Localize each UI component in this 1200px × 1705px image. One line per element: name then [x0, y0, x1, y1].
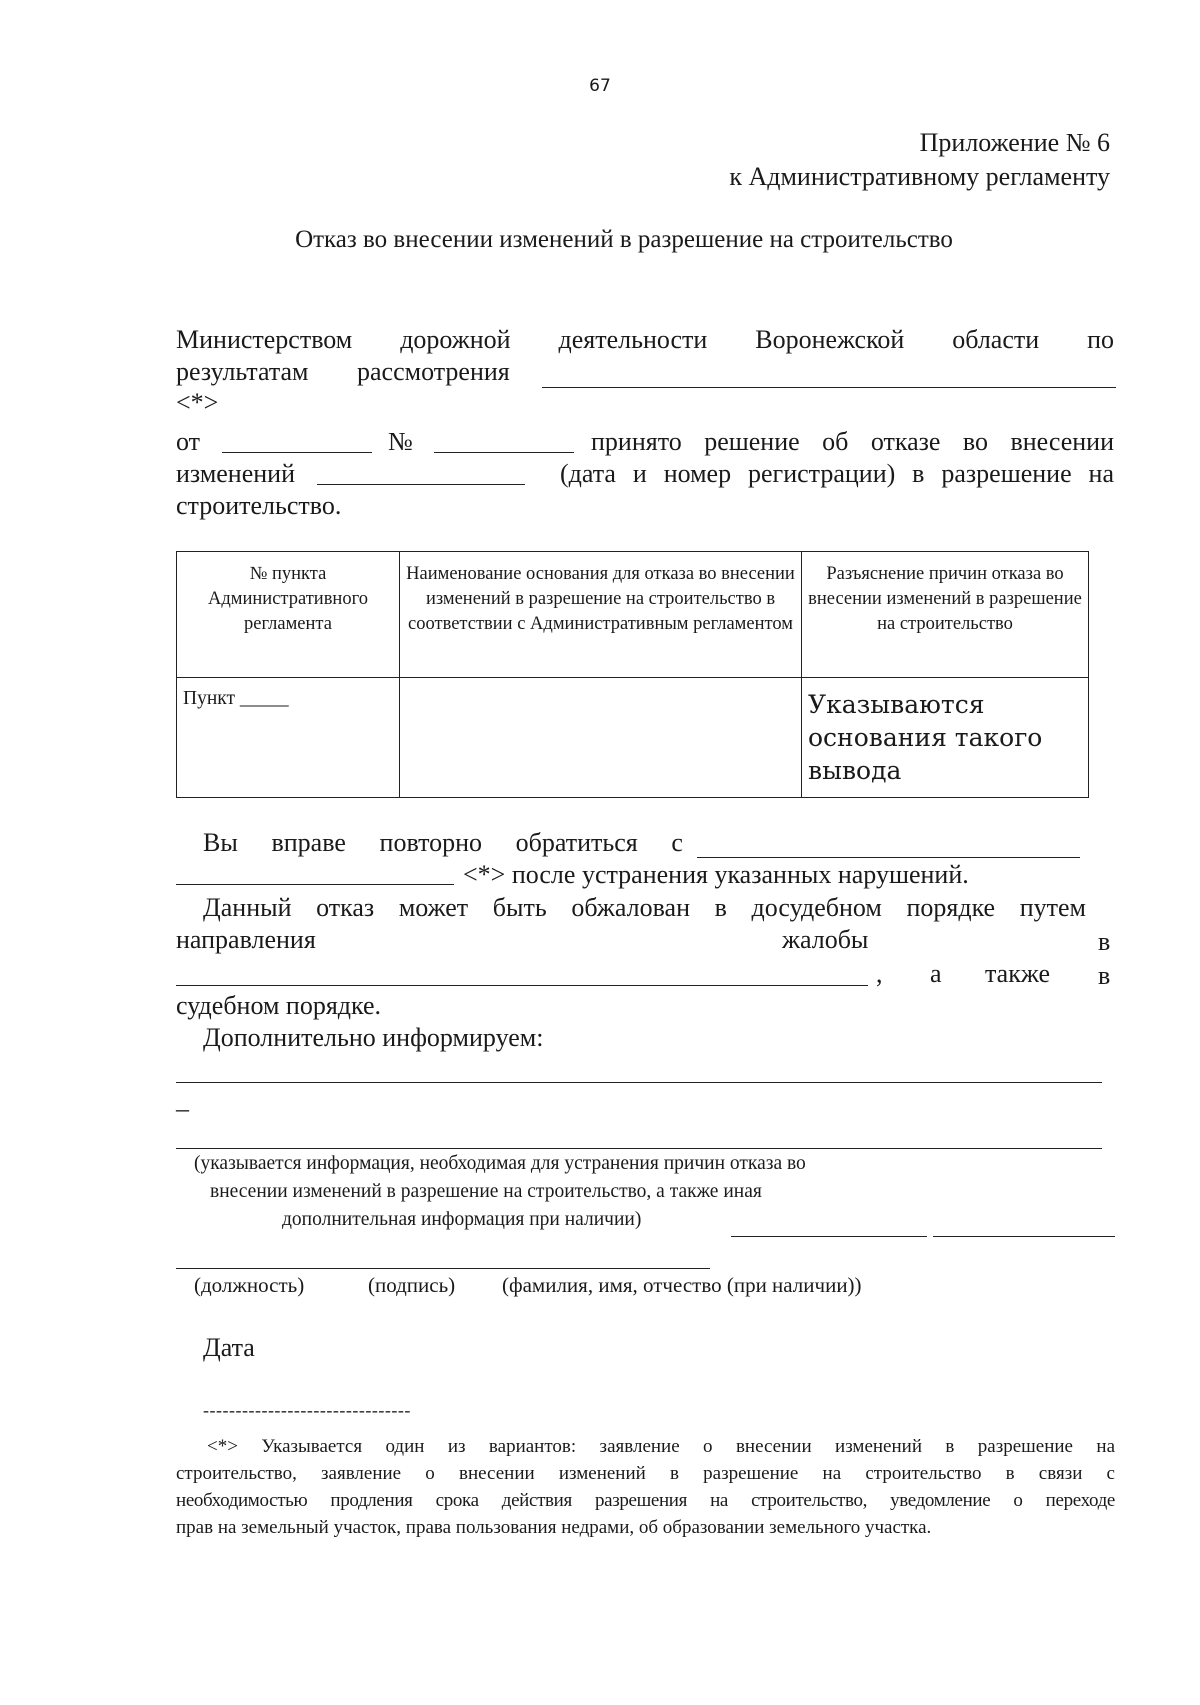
intro-word: дорожной — [400, 325, 511, 354]
additional-blank-2 — [176, 1148, 1102, 1149]
signature-full-name: (фамилия, имя, отчество (при наличии)) — [502, 1273, 862, 1297]
repeat-word: с — [671, 828, 683, 857]
intro-word: Министерством — [176, 325, 353, 354]
intro-word: области — [952, 325, 1040, 354]
repeat-word: повторно — [379, 828, 483, 857]
cell-clause: Пункт _____ — [177, 678, 400, 798]
footnote-line-3: необходимостью продления срока действия разрешения на строительство, уведомление о переходе — [176, 1490, 1115, 1511]
signature-line — [176, 1268, 710, 1269]
appeal-comma: , — [876, 959, 883, 988]
appeal-direction: направления — [176, 925, 316, 954]
appeal-in: в — [1098, 927, 1111, 956]
appeal-also: также — [985, 959, 1051, 988]
footnote-line-4: прав на земельный участок, права пользования недрами, об образовании земельного участка. — [176, 1517, 932, 1538]
additional-dash: – — [176, 1094, 189, 1123]
intro-word: деятельности — [558, 325, 708, 354]
repeat-blank-2 — [176, 884, 454, 885]
signature-blank-2 — [933, 1236, 1115, 1237]
review-blank — [542, 387, 1116, 388]
footnote-line-1: <*> Указывается один из вариантов: заявление о внесении изменений в разрешение на — [207, 1436, 1115, 1457]
repeat-word: обратиться — [515, 828, 638, 857]
additional-note-2: внесении изменений в разрешение на строительство, а также иная — [210, 1181, 762, 1202]
additional-note-1: (указывается информация, необходимая для устранения причин отказа во — [194, 1153, 806, 1174]
additional-note-3: дополнительная информация при наличии) — [282, 1209, 642, 1230]
header-refusal-basis: Наименование основания для отказа во внесении изменений в разрешение на строительство в соответствии с Административным регламентом — [400, 552, 802, 678]
intro-registration: (дата и номер регистрации) в разрешение на — [560, 459, 1114, 488]
intro-review: рассмотрения — [357, 357, 510, 386]
cell-explanation: Указываются основания такого вывода — [802, 678, 1089, 798]
document-title: Отказ во внесении изменений в разрешение на строительство — [295, 226, 953, 253]
intro-results: результатам — [176, 357, 309, 386]
refusal-table — [176, 551, 1089, 798]
appeal-in-2: в — [1098, 961, 1111, 990]
signature-sign: (подпись) — [368, 1273, 456, 1297]
changes-blank — [317, 484, 525, 485]
appendix-number: Приложение № 6 — [919, 128, 1110, 157]
number-blank — [434, 452, 574, 453]
footnote-line-2: строительство, заявление о внесении изменений в разрешение на строительство в связи с — [176, 1463, 1115, 1484]
repeat-line-1 — [203, 828, 683, 858]
appeal-and: а — [930, 959, 942, 988]
page-number: 67 — [589, 76, 611, 96]
appendix-reference: к Административному регламенту — [729, 162, 1110, 191]
intro-from: от — [176, 427, 201, 456]
repeat-condition: <*> после устранения указанных нарушений. — [463, 860, 969, 889]
header-clause-number: № пункта Административного регламента — [177, 552, 400, 678]
date-blank — [222, 452, 372, 453]
intro-construction: строительство. — [176, 491, 342, 520]
intro-word: по — [1087, 325, 1114, 354]
table-row — [177, 678, 1089, 798]
intro-word: Воронежской — [755, 325, 905, 354]
signature-position: (должность) — [194, 1273, 305, 1297]
cell-basis — [400, 678, 802, 798]
appeal-line-1: Данный отказ может быть обжалован в досудебном порядке путем — [203, 893, 1086, 922]
repeat-word: Вы — [203, 828, 238, 857]
header-refusal-explanation: Разъяснение причин отказа во внесении изменений в разрешение на строительство — [802, 552, 1089, 678]
intro-marker: <*> — [176, 388, 219, 417]
table-header-row — [177, 552, 1089, 678]
appeal-blank — [176, 985, 868, 986]
additional-blank-1 — [176, 1082, 1102, 1083]
appeal-complaint: жалобы — [782, 925, 869, 954]
intro-line-1 — [176, 325, 1114, 355]
additional-label: Дополнительно информируем: — [203, 1023, 544, 1052]
footnote-separator: -------------------------------- — [203, 1400, 411, 1420]
intro-number-sign: № — [388, 427, 413, 456]
intro-changes: изменений — [176, 459, 296, 488]
appeal-judicial: судебном порядке. — [176, 991, 382, 1020]
date-label: Дата — [203, 1333, 255, 1362]
repeat-word: вправе — [271, 828, 346, 857]
repeat-blank-1 — [697, 857, 1080, 858]
signature-blank-1 — [731, 1236, 927, 1237]
intro-decision: принято решение об отказе во внесении — [591, 427, 1114, 456]
